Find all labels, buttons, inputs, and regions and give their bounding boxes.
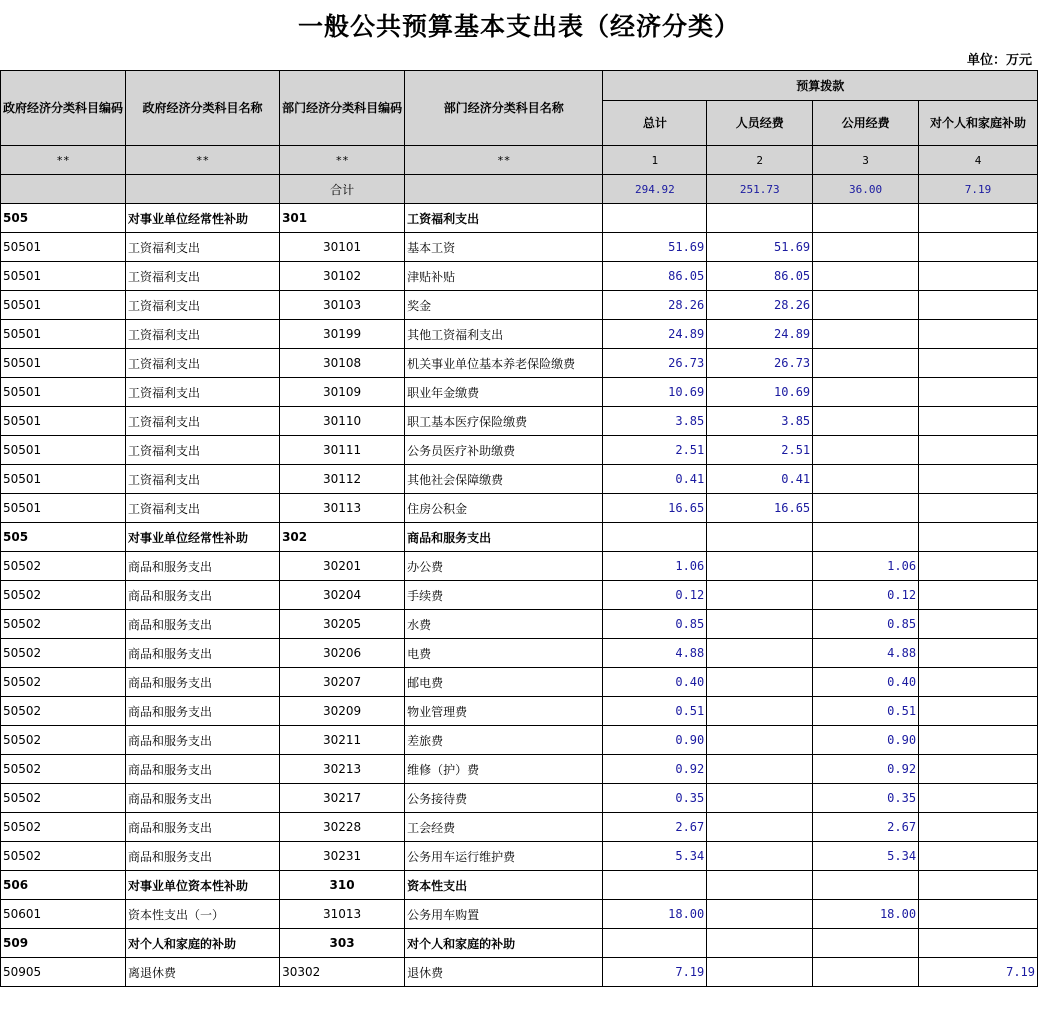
personnel-cell: [707, 958, 813, 987]
dept-name-cell: 机关事业单位基本养老保险缴费: [405, 349, 603, 378]
public-cell: 4.88: [813, 639, 919, 668]
total-cell: 0.85: [603, 610, 707, 639]
table-row: [1, 552, 1038, 581]
dept-code-cell: 31013: [280, 900, 405, 929]
total-cell: 4.88: [603, 639, 707, 668]
gov-code-cell: 50502: [1, 697, 126, 726]
personnel-cell: 51.69: [707, 233, 813, 262]
gov-name-cell: 工资福利支出: [126, 291, 280, 320]
dept-name-cell: 办公费: [405, 552, 603, 581]
gov-code-cell: 50501: [1, 233, 126, 262]
total-cell: 0.90: [603, 726, 707, 755]
dept-name-cell: 奖金: [405, 291, 603, 320]
personnel-cell: 86.05: [707, 262, 813, 291]
individual-cell: 7.19: [919, 958, 1038, 987]
gov-code-cell: 50501: [1, 291, 126, 320]
public-cell: [813, 407, 919, 436]
gov-code-cell: 50501: [1, 320, 126, 349]
gov-name-cell: 离退休费: [126, 958, 280, 987]
total-cell: 28.26: [603, 291, 707, 320]
gov-code-cell: 50501: [1, 262, 126, 291]
table-row: [1, 262, 1038, 291]
dept-name-cell: 基本工资: [405, 233, 603, 262]
individual-cell: [919, 610, 1038, 639]
public-cell: [813, 958, 919, 987]
table-row: [1, 813, 1038, 842]
dept-name-cell: 公务员医疗补助缴费: [405, 436, 603, 465]
public-cell: 0.90: [813, 726, 919, 755]
dept-name-cell: 工会经费: [405, 813, 603, 842]
total-cell: [603, 204, 707, 233]
gov-code-cell: 50601: [1, 900, 126, 929]
dept-code-cell: 30102: [280, 262, 405, 291]
gov-code-cell: 50501: [1, 494, 126, 523]
public-cell: 0.12: [813, 581, 919, 610]
gov-code-cell: 50501: [1, 436, 126, 465]
total-public: 36.00: [813, 175, 919, 204]
dept-code-cell: 30228: [280, 813, 405, 842]
public-cell: [813, 291, 919, 320]
gov-code-cell: 505: [1, 523, 126, 552]
individual-cell: [919, 668, 1038, 697]
gov-name-cell: 资本性支出（一）: [126, 900, 280, 929]
gov-name-cell: 商品和服务支出: [126, 755, 280, 784]
gov-name-cell: 商品和服务支出: [126, 697, 280, 726]
public-cell: [813, 349, 919, 378]
personnel-cell: [707, 900, 813, 929]
category-row: [1, 871, 1038, 900]
empty-cell: [126, 175, 280, 204]
dept-name-cell: 职工基本医疗保险缴费: [405, 407, 603, 436]
index-cell: **: [1, 146, 126, 175]
total-cell: 0.35: [603, 784, 707, 813]
gov-name-cell: 工资福利支出: [126, 465, 280, 494]
budget-table: [0, 70, 1038, 987]
dept-code-cell: 310: [280, 871, 405, 900]
total-label: 合计: [280, 175, 405, 204]
dept-code-cell: 30217: [280, 784, 405, 813]
dept-code-cell: 30201: [280, 552, 405, 581]
table-row: [1, 465, 1038, 494]
dept-code-cell: 30204: [280, 581, 405, 610]
dept-name-cell: 公务接待费: [405, 784, 603, 813]
public-cell: 0.40: [813, 668, 919, 697]
table-row: [1, 291, 1038, 320]
header-dept-code: 部门经济分类科目编码: [280, 71, 405, 146]
dept-name-cell: 津贴补贴: [405, 262, 603, 291]
dept-code-cell: 30205: [280, 610, 405, 639]
total-cell: 0.12: [603, 581, 707, 610]
dept-name-cell: 住房公积金: [405, 494, 603, 523]
total-cell: 18.00: [603, 900, 707, 929]
dept-code-cell: 30110: [280, 407, 405, 436]
gov-code-cell: 509: [1, 929, 126, 958]
dept-code-cell: 302: [280, 523, 405, 552]
personnel-cell: [707, 871, 813, 900]
page-title: 一般公共预算基本支出表（经济分类）: [297, 12, 740, 41]
total-cell: [603, 929, 707, 958]
total-cell: 0.41: [603, 465, 707, 494]
dept-code-cell: 30231: [280, 842, 405, 871]
gov-name-cell: 商品和服务支出: [126, 842, 280, 871]
personnel-cell: [707, 755, 813, 784]
dept-code-cell: 30199: [280, 320, 405, 349]
index-cell: **: [405, 146, 603, 175]
public-cell: [813, 320, 919, 349]
table-row: [1, 639, 1038, 668]
total-row: [1, 175, 1038, 204]
personnel-cell: 0.41: [707, 465, 813, 494]
dept-code-cell: 30206: [280, 639, 405, 668]
table-row: [1, 494, 1038, 523]
individual-cell: [919, 262, 1038, 291]
table-row: [1, 697, 1038, 726]
total-cell: 2.67: [603, 813, 707, 842]
individual-cell: [919, 900, 1038, 929]
dept-name-cell: 职业年金缴费: [405, 378, 603, 407]
dept-name-cell: 公务用车运行维护费: [405, 842, 603, 871]
gov-code-cell: 50501: [1, 465, 126, 494]
index-cell: 4: [919, 146, 1038, 175]
individual-cell: [919, 233, 1038, 262]
public-cell: [813, 233, 919, 262]
dept-code-cell: 30302: [280, 958, 405, 987]
dept-name-cell: 对个人和家庭的补助: [405, 929, 603, 958]
public-cell: 0.35: [813, 784, 919, 813]
dept-name-cell: 其他工资福利支出: [405, 320, 603, 349]
table-row: [1, 407, 1038, 436]
individual-cell: [919, 813, 1038, 842]
category-row: [1, 204, 1038, 233]
personnel-cell: 24.89: [707, 320, 813, 349]
total-cell: 86.05: [603, 262, 707, 291]
dept-code-cell: 301: [280, 204, 405, 233]
individual-cell: [919, 697, 1038, 726]
personnel-cell: 10.69: [707, 378, 813, 407]
header-budget: 预算拨款: [603, 71, 1038, 101]
dept-code-cell: 30211: [280, 726, 405, 755]
dept-name-cell: 退休费: [405, 958, 603, 987]
gov-code-cell: 50502: [1, 610, 126, 639]
dept-name-cell: 物业管理费: [405, 697, 603, 726]
individual-cell: [919, 378, 1038, 407]
individual-cell: [919, 465, 1038, 494]
total-cell: 3.85: [603, 407, 707, 436]
gov-name-cell: 工资福利支出: [126, 494, 280, 523]
table-row: [1, 233, 1038, 262]
personnel-cell: [707, 726, 813, 755]
personnel-cell: [707, 610, 813, 639]
individual-cell: [919, 842, 1038, 871]
table-row: [1, 755, 1038, 784]
gov-name-cell: 工资福利支出: [126, 349, 280, 378]
personnel-cell: 16.65: [707, 494, 813, 523]
individual-cell: [919, 726, 1038, 755]
public-cell: 2.67: [813, 813, 919, 842]
index-cell: **: [280, 146, 405, 175]
dept-code-cell: 30108: [280, 349, 405, 378]
gov-name-cell: 商品和服务支出: [126, 639, 280, 668]
gov-name-cell: 商品和服务支出: [126, 784, 280, 813]
table-row: [1, 378, 1038, 407]
unit-label: 单位：万元: [966, 53, 1032, 68]
total-cell: 5.34: [603, 842, 707, 871]
dept-name-cell: 差旅费: [405, 726, 603, 755]
gov-name-cell: 商品和服务支出: [126, 668, 280, 697]
index-cell: **: [126, 146, 280, 175]
public-cell: [813, 929, 919, 958]
total-cell: 16.65: [603, 494, 707, 523]
public-cell: 1.06: [813, 552, 919, 581]
gov-name-cell: 工资福利支出: [126, 262, 280, 291]
table-row: [1, 958, 1038, 987]
total-personnel: 251.73: [707, 175, 813, 204]
individual-cell: [919, 581, 1038, 610]
total-cell: 26.73: [603, 349, 707, 378]
personnel-cell: [707, 929, 813, 958]
dept-name-cell: 水费: [405, 610, 603, 639]
gov-name-cell: 工资福利支出: [126, 378, 280, 407]
public-cell: [813, 871, 919, 900]
individual-cell: [919, 755, 1038, 784]
individual-cell: [919, 349, 1038, 378]
category-row: [1, 929, 1038, 958]
individual-cell: [919, 494, 1038, 523]
dept-code-cell: 30113: [280, 494, 405, 523]
total-cell: 2.51: [603, 436, 707, 465]
gov-code-cell: 50501: [1, 378, 126, 407]
header-individual: 对个人和家庭补助: [919, 101, 1038, 146]
total-cell: 24.89: [603, 320, 707, 349]
personnel-cell: [707, 552, 813, 581]
dept-name-cell: 邮电费: [405, 668, 603, 697]
individual-cell: [919, 784, 1038, 813]
personnel-cell: 28.26: [707, 291, 813, 320]
dept-name-cell: 手续费: [405, 581, 603, 610]
dept-code-cell: 30109: [280, 378, 405, 407]
personnel-cell: [707, 668, 813, 697]
gov-name-cell: 商品和服务支出: [126, 726, 280, 755]
dept-code-cell: 30101: [280, 233, 405, 262]
public-cell: [813, 378, 919, 407]
gov-code-cell: 50502: [1, 639, 126, 668]
individual-cell: [919, 407, 1038, 436]
header-public: 公用经费: [813, 101, 919, 146]
dept-name-cell: 其他社会保障缴费: [405, 465, 603, 494]
table-row: [1, 726, 1038, 755]
dept-code-cell: 30207: [280, 668, 405, 697]
gov-code-cell: 50501: [1, 407, 126, 436]
total-cell: [603, 871, 707, 900]
dept-name-cell: 维修（护）费: [405, 755, 603, 784]
individual-cell: [919, 552, 1038, 581]
dept-name-cell: 电费: [405, 639, 603, 668]
index-cell: 1: [603, 146, 707, 175]
public-cell: 5.34: [813, 842, 919, 871]
dept-code-cell: 30209: [280, 697, 405, 726]
total-cell: 0.92: [603, 755, 707, 784]
individual-cell: [919, 639, 1038, 668]
public-cell: [813, 523, 919, 552]
table-row: [1, 610, 1038, 639]
gov-code-cell: 50502: [1, 581, 126, 610]
dept-name-cell: 资本性支出: [405, 871, 603, 900]
header-gov-code: 政府经济分类科目编码: [1, 71, 126, 146]
index-cell: 3: [813, 146, 919, 175]
total-individual: 7.19: [919, 175, 1038, 204]
category-row: [1, 523, 1038, 552]
empty-cell: [1, 175, 126, 204]
dept-name-cell: 工资福利支出: [405, 204, 603, 233]
public-cell: [813, 494, 919, 523]
index-cell: 2: [707, 146, 813, 175]
individual-cell: [919, 204, 1038, 233]
table-row: [1, 581, 1038, 610]
table-row: [1, 320, 1038, 349]
gov-name-cell: 工资福利支出: [126, 407, 280, 436]
dept-code-cell: 30112: [280, 465, 405, 494]
gov-code-cell: 50502: [1, 552, 126, 581]
personnel-cell: [707, 204, 813, 233]
gov-name-cell: 对事业单位经常性补助: [126, 204, 280, 233]
personnel-cell: 3.85: [707, 407, 813, 436]
gov-code-cell: 50905: [1, 958, 126, 987]
table-row: [1, 349, 1038, 378]
gov-code-cell: 505: [1, 204, 126, 233]
index-row: [1, 146, 1038, 175]
gov-name-cell: 工资福利支出: [126, 233, 280, 262]
header-total: 总计: [603, 101, 707, 146]
personnel-cell: [707, 842, 813, 871]
header-gov-name: 政府经济分类科目名称: [126, 71, 280, 146]
personnel-cell: 2.51: [707, 436, 813, 465]
gov-code-cell: 50502: [1, 784, 126, 813]
total-cell: 10.69: [603, 378, 707, 407]
empty-cell: [405, 175, 603, 204]
individual-cell: [919, 291, 1038, 320]
dept-name-cell: 商品和服务支出: [405, 523, 603, 552]
table-row: [1, 668, 1038, 697]
gov-name-cell: 商品和服务支出: [126, 581, 280, 610]
public-cell: 18.00: [813, 900, 919, 929]
total-cell: 0.40: [603, 668, 707, 697]
personnel-cell: [707, 581, 813, 610]
total-cell: [603, 523, 707, 552]
public-cell: [813, 465, 919, 494]
personnel-cell: [707, 697, 813, 726]
personnel-cell: [707, 784, 813, 813]
gov-name-cell: 对事业单位资本性补助: [126, 871, 280, 900]
dept-code-cell: 30111: [280, 436, 405, 465]
gov-name-cell: 商品和服务支出: [126, 813, 280, 842]
individual-cell: [919, 436, 1038, 465]
gov-code-cell: 506: [1, 871, 126, 900]
public-cell: [813, 436, 919, 465]
dept-code-cell: 303: [280, 929, 405, 958]
table-row: [1, 784, 1038, 813]
individual-cell: [919, 871, 1038, 900]
gov-code-cell: 50502: [1, 668, 126, 697]
total-cell: 51.69: [603, 233, 707, 262]
total-cell: 7.19: [603, 958, 707, 987]
gov-code-cell: 50502: [1, 726, 126, 755]
individual-cell: [919, 929, 1038, 958]
table-row: [1, 900, 1038, 929]
public-cell: 0.92: [813, 755, 919, 784]
header-personnel: 人员经费: [707, 101, 813, 146]
total-cell: 1.06: [603, 552, 707, 581]
gov-name-cell: 工资福利支出: [126, 320, 280, 349]
individual-cell: [919, 523, 1038, 552]
header-dept-name: 部门经济分类科目名称: [405, 71, 603, 146]
public-cell: [813, 204, 919, 233]
dept-code-cell: 30103: [280, 291, 405, 320]
dept-code-cell: 30213: [280, 755, 405, 784]
personnel-cell: [707, 813, 813, 842]
personnel-cell: [707, 523, 813, 552]
total-sum: 294.92: [603, 175, 707, 204]
dept-name-cell: 公务用车购置: [405, 900, 603, 929]
gov-name-cell: 对个人和家庭的补助: [126, 929, 280, 958]
gov-code-cell: 50502: [1, 755, 126, 784]
gov-name-cell: 商品和服务支出: [126, 610, 280, 639]
gov-name-cell: 工资福利支出: [126, 436, 280, 465]
gov-name-cell: 商品和服务支出: [126, 552, 280, 581]
table-row: [1, 842, 1038, 871]
personnel-cell: [707, 639, 813, 668]
total-cell: 0.51: [603, 697, 707, 726]
personnel-cell: 26.73: [707, 349, 813, 378]
gov-code-cell: 50502: [1, 813, 126, 842]
public-cell: 0.85: [813, 610, 919, 639]
gov-code-cell: 50502: [1, 842, 126, 871]
public-cell: [813, 262, 919, 291]
table-row: [1, 436, 1038, 465]
gov-name-cell: 对事业单位经常性补助: [126, 523, 280, 552]
individual-cell: [919, 320, 1038, 349]
public-cell: 0.51: [813, 697, 919, 726]
gov-code-cell: 50501: [1, 349, 126, 378]
